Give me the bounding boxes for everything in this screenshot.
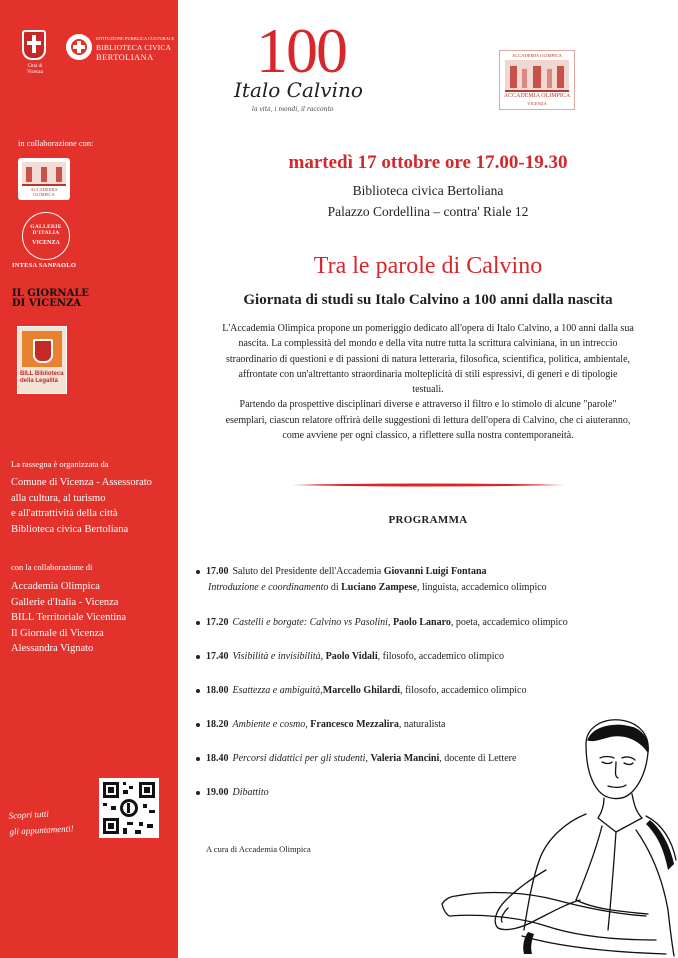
collab2-heading: con la collaborazione di <box>11 562 93 572</box>
program-speaker: Paolo Vidali <box>325 651 378 662</box>
calvino-portrait-illustration <box>436 700 678 958</box>
program-item-1740 <box>196 649 504 664</box>
program-text: Saluto del Presidente dell'Accademia <box>232 566 384 577</box>
biblioteca-seal-icon <box>66 34 92 60</box>
discover-text <box>8 804 74 839</box>
collaborator-line: Il Giornale di Vicenza <box>11 627 104 639</box>
event-subtitle: Giornata di studi su Italo Calvino a 100 anni dalla nascita <box>243 292 613 308</box>
program-topic: Dibattito <box>232 787 269 798</box>
program-credit: A cura di Accademia Olimpica <box>206 844 311 854</box>
description-line: testuali. <box>412 384 444 396</box>
program-text: , <box>320 685 323 696</box>
biblioteca-logo-line3: BERTOLIANA <box>96 52 154 62</box>
description-line: straordinario di questioni e di passioni di natura letteraria, filosofica, scientifica, politica, ambientale, <box>225 353 631 365</box>
collaborator-line: BILL Territoriale Vicentina <box>11 612 127 623</box>
giornale-logo <box>12 289 89 309</box>
program-item-1820 <box>196 717 446 732</box>
collaborator-line: Gallerie d'Italia - Vicenza <box>11 596 119 608</box>
program-topic: Visibilità e invisibilità <box>232 651 321 662</box>
organized-heading: La rassegna è organizzata da <box>11 459 109 469</box>
giornale-logo-line2: DI VICENZA <box>12 298 82 309</box>
bullet-icon <box>196 723 200 727</box>
program-topic: Esattezza e ambiguità <box>232 685 321 696</box>
program-speaker: Giovanni Luigi Fontana <box>383 566 487 577</box>
event-venue: Biblioteca civica Bertoliana <box>352 183 504 198</box>
city-logo-caption: Città di Vicenza <box>26 64 44 75</box>
collaborator-line: Accademia Olimpica <box>11 581 100 592</box>
calvino-100-number: 100 <box>256 15 346 86</box>
accademia-logo-sub: VICENZA <box>527 101 547 106</box>
program-item-1800 <box>196 683 526 698</box>
program-time: 18.20 <box>206 719 229 730</box>
qr-code-icon[interactable] <box>99 778 159 838</box>
organizer-line: e all'attrattività della città <box>11 508 118 519</box>
program-item-1700 <box>196 564 487 579</box>
bullet-icon <box>196 570 200 574</box>
gallerie-logo-line2: VICENZA <box>32 240 60 246</box>
collaborator-line: Alessandra Vignato <box>11 643 94 654</box>
calvino-tagline: la vita, i mondi, il racconto <box>252 106 334 113</box>
program-item-1900 <box>196 785 269 800</box>
bill-logo-line1: BILL Biblioteca <box>20 371 64 377</box>
program-role: , naturalista <box>398 719 446 730</box>
giornale-logo-line1: IL GIORNALE <box>12 288 89 299</box>
program-heading: PROGRAMMA <box>388 514 468 526</box>
program-speaker: Paolo Lanaro <box>392 617 451 628</box>
program-text: , <box>365 753 371 764</box>
description-line: come avviene per ogni classico, a riflettere sulla nostra contemporaneità. <box>282 430 574 442</box>
biblioteca-logo-line2: BIBLIOTECA CIVICA <box>96 43 172 52</box>
accademia-logo-small-text: ACCADEMIA OLIMPICA <box>30 187 58 197</box>
main-content <box>178 0 678 958</box>
program-role: , linguista, accademico olimpico <box>416 582 547 593</box>
description-line: affrontate con un'altrettanto straordinaria molteplicità di stili espressivi, di generi e di tipologie <box>238 368 618 380</box>
bill-logo-line2: della Legalità <box>20 378 59 384</box>
program-text: di <box>328 582 342 593</box>
bullet-icon <box>196 791 200 795</box>
description-line: L'Accademia Olimpica propone un pomeriggio dedicato all'opera di Italo Calvino, a 100 anni dalla sua <box>222 323 634 334</box>
program-item-1720 <box>196 615 568 630</box>
program-role: , docente di Lettere <box>439 753 517 764</box>
description-line: Partendo da prospettive disciplinari diverse e attraverso il filtro e lo stimolo di alcune "parole" <box>239 399 617 411</box>
program-topic: Percorsi didattici per gli studenti <box>232 753 366 764</box>
program-item-1700-line2 <box>208 580 547 595</box>
accademia-logo-name: ACCADEMIA OLIMPICA <box>503 93 571 99</box>
ornamental-divider <box>292 474 564 482</box>
bullet-icon <box>196 655 200 659</box>
description-line: esemplari, ciascun relatore offrirà delle suggestioni di lettura dell'opera di Calvino, che ci aiuteranno, <box>225 414 631 426</box>
accademia-logo-small <box>18 158 70 200</box>
calvino-signature: Italo Calvino <box>234 78 363 102</box>
city-crest-icon <box>22 30 46 60</box>
biblioteca-logo-line1: ISTITUZIONE PUBBLICA CULTURALE <box>96 36 175 41</box>
discover-line2: gli appuntamenti! <box>9 823 74 837</box>
organizers-list <box>11 475 152 537</box>
program-topic: Castelli e borgate: Calvino vs Pasolini <box>232 617 388 628</box>
program-speaker: Francesco Mezzalira <box>310 719 399 730</box>
program-time: 17.20 <box>206 617 229 628</box>
description-line: nascita. La complessità del mondo e della vita nutre tutta la scrittura calviniana, in un intreccio <box>238 338 618 350</box>
collab-heading: in collaborazione con: <box>18 138 94 148</box>
program-speaker: Valeria Mancini <box>370 753 440 764</box>
program-role: , filosofo, accademico olimpico <box>400 685 527 696</box>
program-text: , <box>320 651 326 662</box>
bullet-icon <box>196 757 200 761</box>
calvino-100-logo <box>234 16 384 116</box>
event-address: Palazzo Cordellina – contra' Riale 12 <box>327 204 529 219</box>
gallerie-logo <box>22 212 70 262</box>
program-time: 18.00 <box>206 685 229 696</box>
accademia-logo <box>499 50 575 110</box>
accademia-logo-top: ACCADEMIA OLIMPICA <box>512 53 562 58</box>
gallerie-sponsor: INTESA SANPAOLO <box>12 262 77 269</box>
program-text: , <box>305 719 311 730</box>
program-time: 17.00 <box>206 566 229 577</box>
bullet-icon <box>196 689 200 693</box>
gallerie-logo-line1: GALLERIE D'ITALIA <box>30 224 62 236</box>
program-speaker: Marcello Ghilardi <box>322 685 401 696</box>
event-description <box>182 321 674 443</box>
discover-line1: Scopri tutti <box>8 808 50 821</box>
organizer-line: Biblioteca civica Bertoliana <box>11 523 129 535</box>
program-time: 18.40 <box>206 753 229 764</box>
bullet-icon <box>196 621 200 625</box>
program-role: , poeta, accademico olimpico <box>450 617 568 628</box>
program-text: , <box>387 617 393 628</box>
program-topic: Ambiente e cosmo <box>232 719 306 730</box>
collaborators-list <box>11 579 126 657</box>
program-topic: Introduzione e coordinamento <box>208 582 329 593</box>
program-role: , filosofo, accademico olimpico <box>377 651 504 662</box>
organizer-line: Comune di Vicenza - Assessorato <box>11 477 152 488</box>
bill-logo <box>17 326 67 394</box>
organizer-line: alla cultura, al turismo <box>11 492 106 504</box>
sidebar <box>0 0 178 958</box>
event-date: martedì 17 ottobre ore 17.00-19.30 <box>288 152 568 173</box>
program-speaker: Luciano Zampese <box>341 582 417 593</box>
event-title: Tra le parole di Calvino <box>313 253 543 279</box>
program-time: 17.40 <box>206 651 229 662</box>
program-time: 19.00 <box>206 787 229 798</box>
